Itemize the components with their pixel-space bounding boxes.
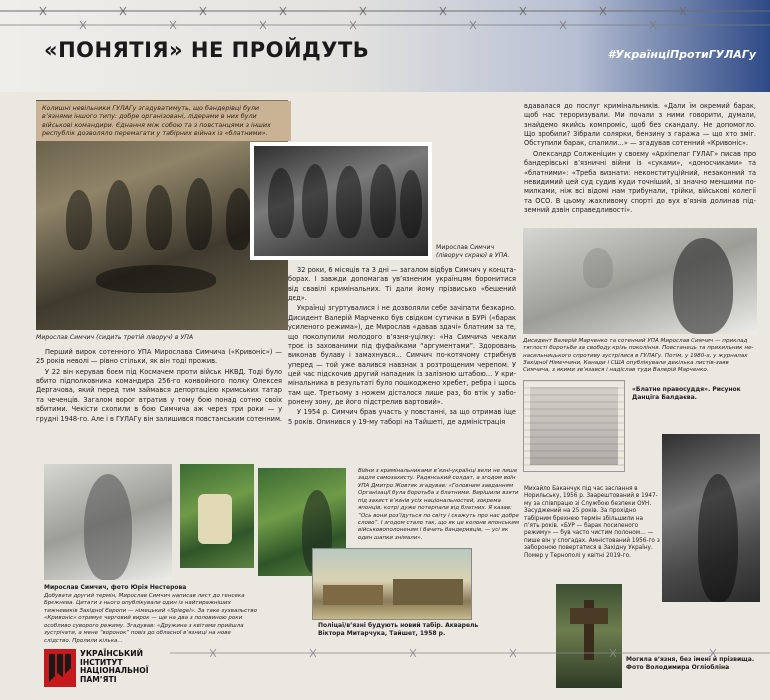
upa-portrait-photo	[254, 146, 428, 256]
painting-caption: Поліцаї/в’язні будують новий табір. Акварель Віктора Митарчука, Тайшет, 1958 р.	[318, 622, 479, 637]
upa-portrait-caption: Мирослав Симчич (ліворуч скраю) в УПА.	[436, 244, 510, 260]
marchenko-simchych-photo	[523, 228, 757, 334]
simchych-elder-text: Добувати другий термін, Мирослав Симчич написав лист до генсека Брєжнєва. Цитати з нього опублікували один із найтиражніших тижневиків Західної Європи — німецький «Spiegel». За таке зухвальство «Кривоніс» отримує черговий вирок — ще на два з половиною роки особливо суворого режиму. Згадував: «Дружина з квітами прийшла зустрічати, а мене “воронок” повіз до обласної в’язниці на нове слідство. Пролили кілька…	[44, 593, 257, 644]
barbed-wire-bottom	[170, 648, 770, 658]
body-column-1: Перший вирок сотенного УПА Мирослава Симчича («Кривоніс») — 25 років неволі — рівно стільки, як він тоді прожив. У 22 він керував боєм під Космачем проти військ НКВД. Тоді було вбито підполковника командира 256-го конвойного полку Олексея Дергачова, який перед тим займався депортацією кримських татар та чеченців. Загалом ворог втратив у тому бою понад сотню своїх вбитими. Чекісти схопили в бою Симчича аж через три роки — у грудні 1948-го. Але і в ГУЛАГу він залишився повстанським сотенним.	[36, 348, 283, 423]
grave-caption: Могила в’язня, без імені й прізвища. Фото Володимира Огліобліна	[626, 656, 755, 671]
hashtag: #УкраїнціПротиГУЛАГу	[607, 48, 756, 61]
institute-logo-icon	[44, 649, 76, 687]
simchych-elder-photo	[44, 464, 172, 580]
barbed-wire-second	[0, 20, 770, 30]
marchenko-caption: Дисидент Валерій Марченко та сотенний УПА Мирослав Симчич — приклад тяглості боротьби за свободу крізь покоління. Повстанець та прихильник ненасильницького спротиву зустрілися в ГУЛАГу. Потім, у 1980-х, у журналах Західної Німеччини, Канади і США опублікували декілька листів-заяв Симчича, з якими зв’язався і надіслав туди Валерій Марченко.	[523, 338, 754, 374]
camp-watercolor	[312, 548, 472, 620]
blatne-drawing	[523, 380, 625, 472]
barbed-wire-top	[0, 6, 770, 16]
simchych-elder-caption: Мирослав Симчич, фото Юрія Нестерова	[44, 584, 187, 591]
stories-text: Війни з кримінальниками в’язні-українці вели не лише задля самозахисту. Радянський солдат, а згодом воїн УПА Дмитро Жовтяк згадував: «Головним завданням Організації була боротьба з блатними. Вирішили взяти під захист в’язнів усіх національностей, зокрема японців, котрі дуже потерпали від блатних. Я казав: “Ось вони роз’їдуться по світу і скажуть про нас добре слово”. І згодом стало так, що як це колонв японським військовополоненим і бачить бандеривців, — усі як один шапки знімали».	[358, 468, 519, 541]
grave-photo	[556, 584, 622, 688]
body-column-3: вдавалася до послуг кримінальників. «Дали їм окремий барак, щоб нас тероризували. Ми почали з ними говорити, думали, знайдемо якийсь компроміс, щоб без скандалу. Не допомогло. Що зробили? Зібрали солярки, бензину з гаража — що хто зміг. Обступили барак, спалили…» — згадував сотенний «Кривоніс». Олександр Солженіцин у своєму «Архіпелаг ГУЛАГ» писав про бандерівські в’язничні війни із «суками», «доносчиками» та «блатними»: «Треба визнати: неконституційний, незаконний та невидимий цей суд судив куди точніший, зі значно меншими помилками, ніж всі відомі нам трибунали, трійки, військові колегії та ОСО. В цьому жахливому спорті до вух в’язнів долинав підземний дзвін справедливості».	[524, 102, 756, 214]
group-photo-caption: Мирослав Симчич (сидить третій ліворуч) в УПА	[36, 334, 194, 341]
institute-logo-text: УКРАЇНСЬКИЙ ІНСТИТУТ НАЦІОНАЛЬНОЇ ПАМ’ЯТІ	[80, 649, 149, 684]
blatne-caption: «Блатне правосуддя». Рисунок Данціга Балдаєва.	[632, 386, 741, 401]
body-column-2: 32 роки, 6 місяців та 3 дні — загалом відбув Симчич у концтаборах. І завжди допомагав ув’язненим українцям боронитися від свавілі кримінальних. Ті дали йому прізвисько «бешений дєд». Українці згуртувалися і не дозволяли себе зачіпати безкарно. Дисидент Валерій Марченко був свідком сутички в БУРі («барак усиленого режима»), де Мирослав «давав здачі» блатним за те, що поколупили молодого в’язня-уцілку: «На Симчича чекали троє із захованими під фуфайками “аргументами”. Здоровань виконав булаву і замахнувся… Симчич по-котячому стрибнув уперед — той уже валився навзнак з розтрощеним черепом. У цей час підскочив другий нападник із залізною штабою… У кримінальника в результаті було пошкоджено хребет, ребра і щось там ще. Третьому з ножем дісталося лише раз, бо втік у заборонену зону, де його підстрелив вартовий». У 1954 р. Симчич брав участь у повстанні, за що отримав іще 5 років. Опинився у 19-му таборі на Тайшеті, де адміністрація	[288, 266, 516, 426]
bakanchuk-photo	[662, 434, 760, 602]
monument-color-photo	[180, 464, 254, 568]
page-title: «ПОНЯТІЯ» НЕ ПРОЙДУТЬ	[44, 38, 370, 62]
bakanchuk-caption: Михайло Баканчук під час заслання в Норильську, 1956 р. Заарештований в 1947-му за співпрацю зі Службою безпеки ОУН. Засуджений на 25 років. За прохідно табірним брехнею термін збільшили на п’ять років. «БУР — барак посиленого режиму» — був часто чистим полоном… — пише він у спогадах. Амністований 1956-го з забороною повертатися в Західну Україну. Помер у Тернополі у квітні 2019-го.	[524, 486, 660, 559]
intro-callout: Колишні невільники ГУЛАГу згадуватимуть, що бандерівці були в’язнями іншого типу: добре організовані, лідерами в них були військові командири. Єднання між собою та з повстанцями з інших республік дозволяло перемагати у табірних війнах із «блатними».	[36, 101, 291, 141]
